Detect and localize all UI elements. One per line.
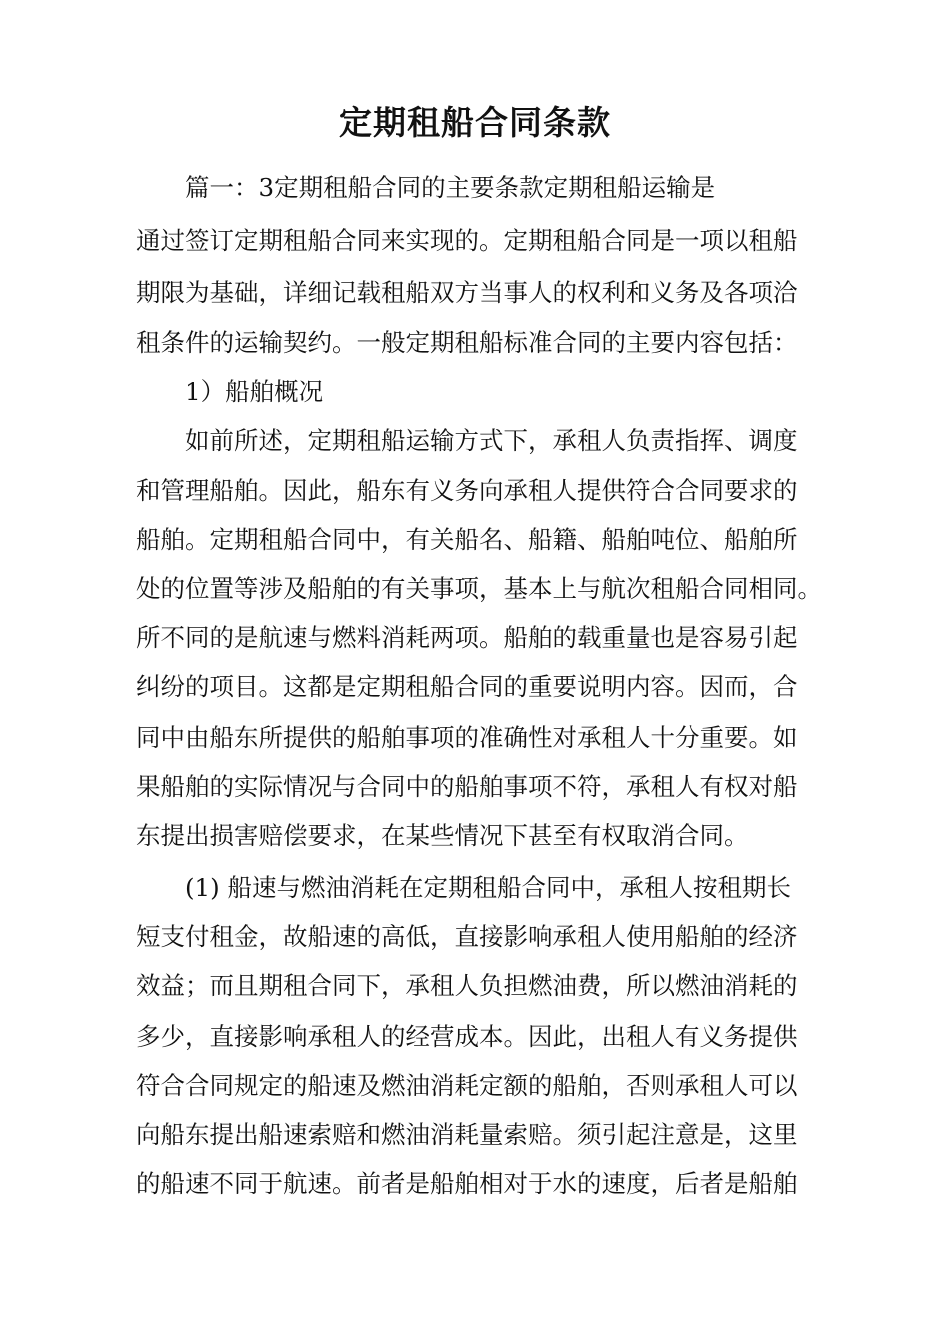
paragraph-line: 的船速不同于航速。前者是船舶相对于水的速度，后者是船舶 — [136, 1169, 798, 1198]
paragraph-line: 短支付租金，故船速的高低，直接影响承租人使用船舶的经济 — [136, 922, 798, 951]
paragraph-line: 所不同的是航速与燃料消耗两项。船舶的载重量也是容易引起 — [136, 623, 798, 652]
paragraph-line: 和管理船舶。因此，船东有义务向承租人提供符合合同要求的 — [136, 476, 798, 505]
paragraph-line: 处的位置等涉及船舶的有关事项，基本上与航次租船合同相同。 — [136, 574, 822, 603]
paragraph-line: (1) 船速与燃油消耗在定期租船合同中，承租人按租期长 — [185, 873, 791, 902]
paragraph-line: 效益；而且期租合同下，承租人负担燃油费，所以燃油消耗的 — [136, 971, 798, 1000]
section-heading: 1）船舶概况 — [185, 377, 324, 406]
paragraph-line: 多少，直接影响承租人的经营成本。因此，出租人有义务提供 — [136, 1022, 798, 1051]
document-title: 定期租船合同条款 — [339, 103, 611, 142]
paragraph-line: 东提出损害赔偿要求，在某些情况下甚至有权取消合同。 — [136, 821, 749, 850]
paragraph-line: 纠纷的项目。这都是定期租船合同的重要说明内容。因而，合 — [136, 672, 798, 701]
paragraph-line: 通过签订定期租船合同来实现的。定期租船合同是一项以租船 — [136, 226, 798, 255]
paragraph-line: 期限为基础，详细记载租船双方当事人的权利和义务及各项洽 — [136, 278, 798, 307]
paragraph-line: 租条件的运输契约。一般定期租船标准合同的主要内容包括： — [136, 328, 798, 357]
paragraph-line: 符合合同规定的船速及燃油消耗定额的船舶，否则承租人可以 — [136, 1071, 798, 1100]
paragraph-line: 同中由船东所提供的船舶事项的准确性对承租人十分重要。如 — [136, 723, 798, 752]
paragraph-line: 果船舶的实际情况与合同中的船舶事项不符，承租人有权对船 — [136, 772, 798, 801]
paragraph-line: 篇一：3定期租船合同的主要条款定期租船运输是 — [185, 173, 716, 202]
paragraph-line: 如前所述，定期租船运输方式下，承租人负责指挥、调度 — [185, 426, 798, 455]
paragraph-line: 向船东提出船速索赔和燃油消耗量索赔。须引起注意是，这里 — [136, 1120, 798, 1149]
paragraph-line: 船舶。定期租船合同中，有关船名、船籍、船舶吨位、船舶所 — [136, 525, 798, 554]
